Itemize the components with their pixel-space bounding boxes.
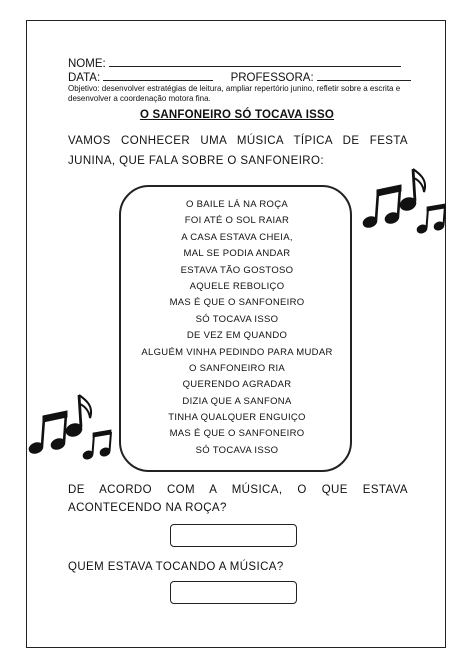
lyric-line: DE VEZ EM QUANDO [186,330,288,342]
date-teacher-row [68,70,411,84]
lyric-line: SÓ TOCAVA ISSO [195,313,279,325]
lyric-line: A CASA ESTAVA CHEIA, [181,231,293,243]
question-1-line-2: ACONTECENDO NA ROÇA? [68,502,227,514]
intro-line-2: JUNINA, QUE FALA SOBRE O SANFONEIRO: [68,155,324,167]
answer-box-1[interactable] [170,524,297,547]
teacher-input-line[interactable] [317,70,411,81]
lyric-line: SÓ TOCAVA ISSO [195,444,279,456]
lyric-line: ALGUÉM VINHA PEDINDO PARA MUDAR [141,346,333,358]
date-input-line[interactable] [103,70,213,81]
lyric-line: QUERENDO AGRADAR [182,379,292,391]
lyric-line: AQUELE REBOLIÇO [189,280,285,292]
date-label: DATA: [68,72,101,84]
teacher-label: PROFESSORA: [230,72,314,84]
lyric-line: FOI ATÉ O SOL RAIAR [184,215,290,227]
name-label: NOME: [68,58,106,70]
lyric-line: ESTAVA TÃO GOSTOSO [180,264,294,276]
music-notes-icon [24,392,116,462]
answer-box-2[interactable] [170,581,297,604]
page-title: O SANFONEIRO SÓ TOCAVA ISSO [139,109,335,121]
name-input-line[interactable] [109,56,401,67]
name-field-row [68,56,401,70]
intro-line-1: VAMOS CONHECER UMA MÚSICA TÍPICA DE FESTA [68,135,408,147]
lyric-line: O SANFONEIRO RIA [188,362,286,374]
lyric-line: TINHA QUALQUER ENGUIÇO [168,412,306,424]
lyric-line: DIZIA QUE A SANFONA [182,395,292,407]
objective-text: Objetivo: desenvolver estratégias de leitura, ampliar repertório junino, refletir sobre a escrita e desenvolver a coordenação motora fina. [68,84,401,103]
question-1-line-1: DE ACORDO COM A MÚSICA, O QUE ESTAVA [68,484,408,496]
lyric-line: MAS É QUE O SANFONEIRO [169,297,305,309]
question-2: QUEM ESTAVA TOCANDO A MÚSICA? [68,561,284,573]
lyric-line: MAL SE PODIA ANDAR [183,248,291,260]
music-notes-icon [358,166,450,236]
lyric-line: MAS É QUE O SANFONEIRO [169,428,305,440]
lyric-line: O BAILE LÁ NA ROÇA [185,199,289,210]
